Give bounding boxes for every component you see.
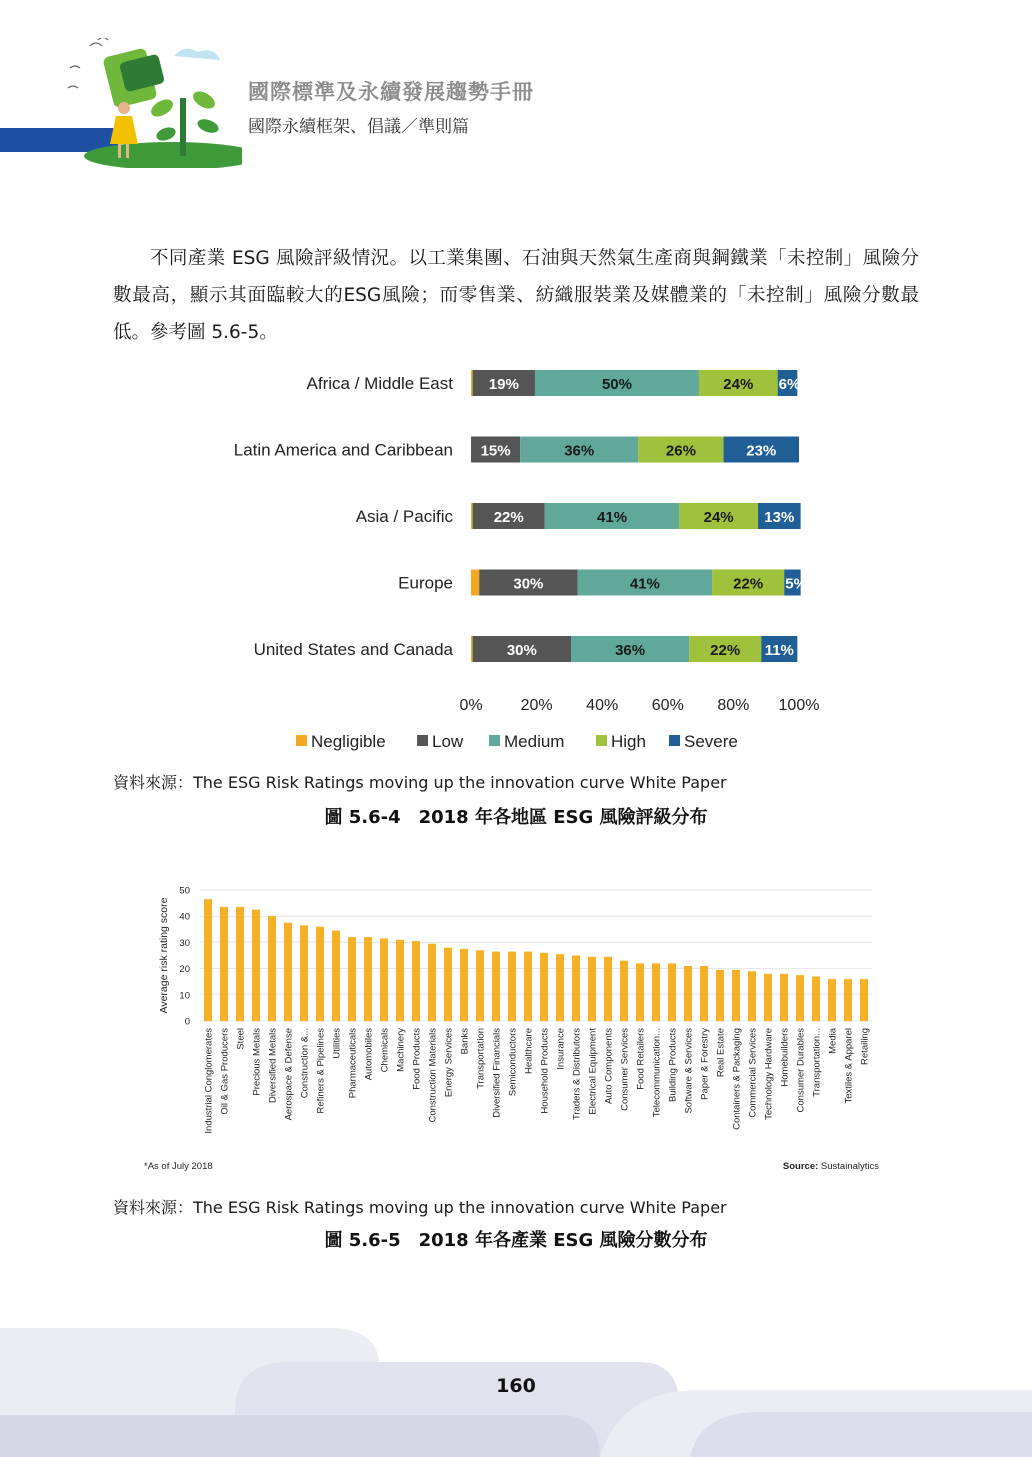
industry-bar — [380, 938, 388, 1021]
x-tick-label: 60% — [651, 697, 684, 714]
industry-bar — [444, 948, 452, 1021]
industry-bar — [636, 963, 644, 1021]
page-header — [0, 0, 1032, 180]
industry-bar — [460, 949, 468, 1021]
industry-label: Automobiles — [363, 1028, 375, 1081]
industry-label: Commercial Services — [747, 1028, 759, 1118]
industry-bar — [428, 944, 436, 1021]
chart-footnote: *As of July 2018 — [144, 1161, 213, 1172]
industry-bar — [540, 953, 548, 1021]
industry-label: Industrial Conglomerates — [203, 1028, 215, 1134]
legend-label: High — [611, 732, 646, 751]
industry-bar — [316, 927, 324, 1021]
industry-label: Transportation... — [811, 1028, 823, 1097]
region-label: Europe — [398, 573, 453, 593]
industry-bar — [556, 954, 564, 1021]
industry-label: Textiles & Apparel — [843, 1028, 855, 1104]
bar-data-label: 6% — [778, 376, 801, 393]
legend-label: Low — [432, 732, 464, 751]
industry-bar — [812, 976, 820, 1021]
stacked-bar-segment — [471, 503, 473, 529]
bar-data-label: 36% — [564, 442, 595, 460]
industry-label: Consumer Services — [619, 1028, 631, 1111]
industry-label: Retailing — [859, 1028, 871, 1065]
bar-data-label: 24% — [703, 509, 734, 526]
x-tick-label: 40% — [586, 697, 619, 714]
legend-swatch — [669, 735, 680, 746]
bar-data-label: 30% — [506, 642, 537, 659]
x-tick-label: 100% — [778, 697, 820, 714]
industry-bar — [252, 910, 260, 1021]
legend-label: Negligible — [311, 732, 386, 751]
industry-label: Steel — [235, 1028, 247, 1050]
paragraph-text: 不同產業 ESG 風險評級情況。以工業集團、石油與天然氣生產商與鋼鐵業「未控制」風險分數最高，顯示其面臨較大的ESG風險；而零售業、紡織服裝業及媒體業的「未控制」風險分數最低。參考圖 5.6-5。 — [113, 248, 919, 343]
bar-data-label: 23% — [746, 442, 777, 460]
industry-label: Banks — [459, 1028, 471, 1055]
handbook-subtitle: 國際永續框架、倡議／準則篇 — [248, 117, 469, 137]
figure1-caption: 圖 5.6-4 2018 年各地區 ESG 風險評級分布 — [324, 807, 708, 828]
x-tick-label: 20% — [520, 697, 553, 714]
region-label: United States and Canada — [253, 640, 453, 659]
industry-label: Building Products — [667, 1028, 679, 1102]
y-tick-label: 0 — [184, 1016, 190, 1028]
industry-bar — [860, 979, 868, 1021]
bar-data-label: 36% — [615, 642, 646, 659]
legend-swatch — [417, 735, 428, 746]
industry-label: Household Products — [539, 1028, 551, 1114]
industry-label: Machinery — [395, 1028, 407, 1072]
industry-label: Software & Services — [683, 1028, 695, 1114]
body-paragraph — [113, 240, 919, 351]
industry-bar — [476, 950, 484, 1021]
stacked-bar-segment — [471, 370, 473, 396]
y-axis-title: Average risk rating score — [158, 897, 170, 1014]
industry-bar — [300, 925, 308, 1021]
region-label: Latin America and Caribbean — [233, 440, 453, 460]
industry-label: Construction &... — [299, 1028, 311, 1099]
legend-swatch — [596, 735, 607, 746]
industry-bar — [732, 970, 740, 1021]
industry-bar — [620, 961, 628, 1021]
industry-label: Insurance — [555, 1028, 567, 1070]
industry-bar — [668, 963, 676, 1021]
bar-data-label: 15% — [480, 442, 511, 460]
bar-data-label: 41% — [597, 509, 628, 526]
industry-label: Technology Hardware — [763, 1028, 775, 1120]
bar-data-label: 5% — [785, 575, 807, 593]
industry-label: Chemicals — [379, 1028, 391, 1073]
industry-bar — [332, 931, 340, 1021]
industry-label: Traders & Distributors — [571, 1028, 583, 1121]
industry-label: Containers & Packaging — [731, 1028, 743, 1130]
industry-bar — [844, 979, 852, 1021]
x-tick-label: 80% — [717, 697, 750, 714]
industry-label: Pharmaceuticals — [347, 1028, 359, 1099]
bar-data-label: 30% — [513, 575, 544, 593]
y-tick-label: 30 — [179, 937, 190, 949]
industry-label: Oil & Gas Producers — [219, 1028, 231, 1115]
bar-data-label: 26% — [665, 442, 696, 460]
industry-label: Consumer Durables — [795, 1028, 807, 1113]
chart-source-credit — [783, 1161, 879, 1172]
industry-label: Electrical Equipment — [587, 1028, 599, 1115]
bar-data-label: 11% — [764, 642, 794, 659]
bar-data-label: 24% — [723, 376, 754, 393]
y-tick-label: 40 — [179, 911, 190, 923]
industry-label: Media — [827, 1028, 839, 1054]
legend-swatch — [489, 735, 500, 746]
region-risk-stacked-bar-chart — [0, 355, 1032, 765]
industry-bar — [396, 940, 404, 1021]
industry-bar — [780, 974, 788, 1021]
industry-bar — [764, 974, 772, 1021]
industry-bar — [508, 952, 516, 1021]
source-credit-label: Source: — [782, 1161, 819, 1172]
y-tick-label: 10 — [179, 990, 190, 1002]
bar-data-label: 19% — [488, 376, 519, 393]
industry-bar — [284, 923, 292, 1021]
industry-bar — [492, 952, 500, 1021]
industry-bar — [220, 907, 228, 1021]
industry-label: Food Retailers — [635, 1028, 647, 1090]
bar-data-label: 22% — [710, 642, 741, 659]
industry-bar — [684, 966, 692, 1021]
bar-data-label: 22% — [493, 509, 524, 526]
industry-label: Transportation — [475, 1028, 487, 1089]
region-label: Asia / Pacific — [355, 507, 453, 526]
y-tick-label: 20 — [179, 964, 190, 976]
bar-data-label: 22% — [733, 575, 764, 593]
industry-label: Energy Services — [443, 1028, 455, 1098]
handbook-title: 國際標準及永續發展趨勢手冊 — [248, 80, 534, 104]
legend-label: Severe — [684, 732, 738, 751]
y-tick-label: 50 — [179, 885, 190, 897]
x-tick-label: 0% — [459, 697, 483, 714]
industry-label: Aerospace & Defense — [283, 1028, 295, 1121]
industry-label: Diversified Metals — [267, 1028, 279, 1103]
industry-label: Homebuilders — [779, 1028, 791, 1087]
industry-bar — [364, 937, 372, 1021]
industry-bar — [588, 957, 596, 1021]
industry-bar — [412, 941, 420, 1021]
industry-bar — [796, 975, 804, 1021]
industry-bar — [748, 971, 756, 1021]
industry-bar — [716, 970, 724, 1021]
figure1-source: 資料來源：The ESG Risk Ratings moving up the innovation curve White Paper — [113, 773, 727, 792]
industry-label: Food Products — [411, 1028, 423, 1090]
industry-bar — [828, 979, 836, 1021]
source-credit-value: Sustainalytics — [818, 1161, 879, 1172]
industry-bar — [604, 957, 612, 1021]
legend-swatch — [296, 735, 307, 746]
page-number: 160 — [496, 1375, 536, 1397]
sustainability-tree-logo — [62, 38, 242, 168]
industry-label: Paper & Forestry — [699, 1028, 711, 1100]
industry-bar — [348, 937, 356, 1021]
industry-bar — [268, 916, 276, 1021]
figure2-caption: 圖 5.6-5 2018 年各產業 ESG 風險分數分布 — [324, 1230, 708, 1251]
industry-label: Auto Components — [603, 1028, 615, 1105]
industry-bar — [524, 952, 532, 1021]
industry-bar — [700, 966, 708, 1021]
industry-bar — [652, 963, 660, 1021]
bar-data-label: 50% — [601, 376, 632, 393]
industry-bar — [204, 899, 212, 1021]
industry-label: Precious Metals — [251, 1028, 263, 1096]
industry-label: Healthcare — [523, 1028, 535, 1074]
industry-label: Utilities — [331, 1028, 343, 1059]
industry-bar — [572, 956, 580, 1022]
region-label: Africa / Middle East — [306, 374, 453, 393]
industry-label: Telecommunication... — [651, 1028, 663, 1118]
industry-label: Semiconductors — [507, 1028, 519, 1097]
stacked-bar-segment — [471, 570, 479, 596]
industry-risk-bar-chart — [130, 870, 900, 1180]
legend-label: Medium — [504, 732, 565, 751]
bar-data-label: 41% — [629, 575, 660, 593]
industry-label: Construction Materials — [427, 1028, 439, 1123]
industry-bar — [236, 907, 244, 1021]
bar-data-label: 13% — [764, 509, 795, 526]
industry-label: Refiners & Pipelines — [315, 1028, 327, 1114]
industry-label: Real Estate — [715, 1028, 727, 1078]
stacked-bar-segment — [471, 636, 473, 662]
figure2-source: 資料來源：The ESG Risk Ratings moving up the innovation curve White Paper — [113, 1198, 727, 1217]
industry-label: Diversified Financials — [491, 1028, 503, 1118]
